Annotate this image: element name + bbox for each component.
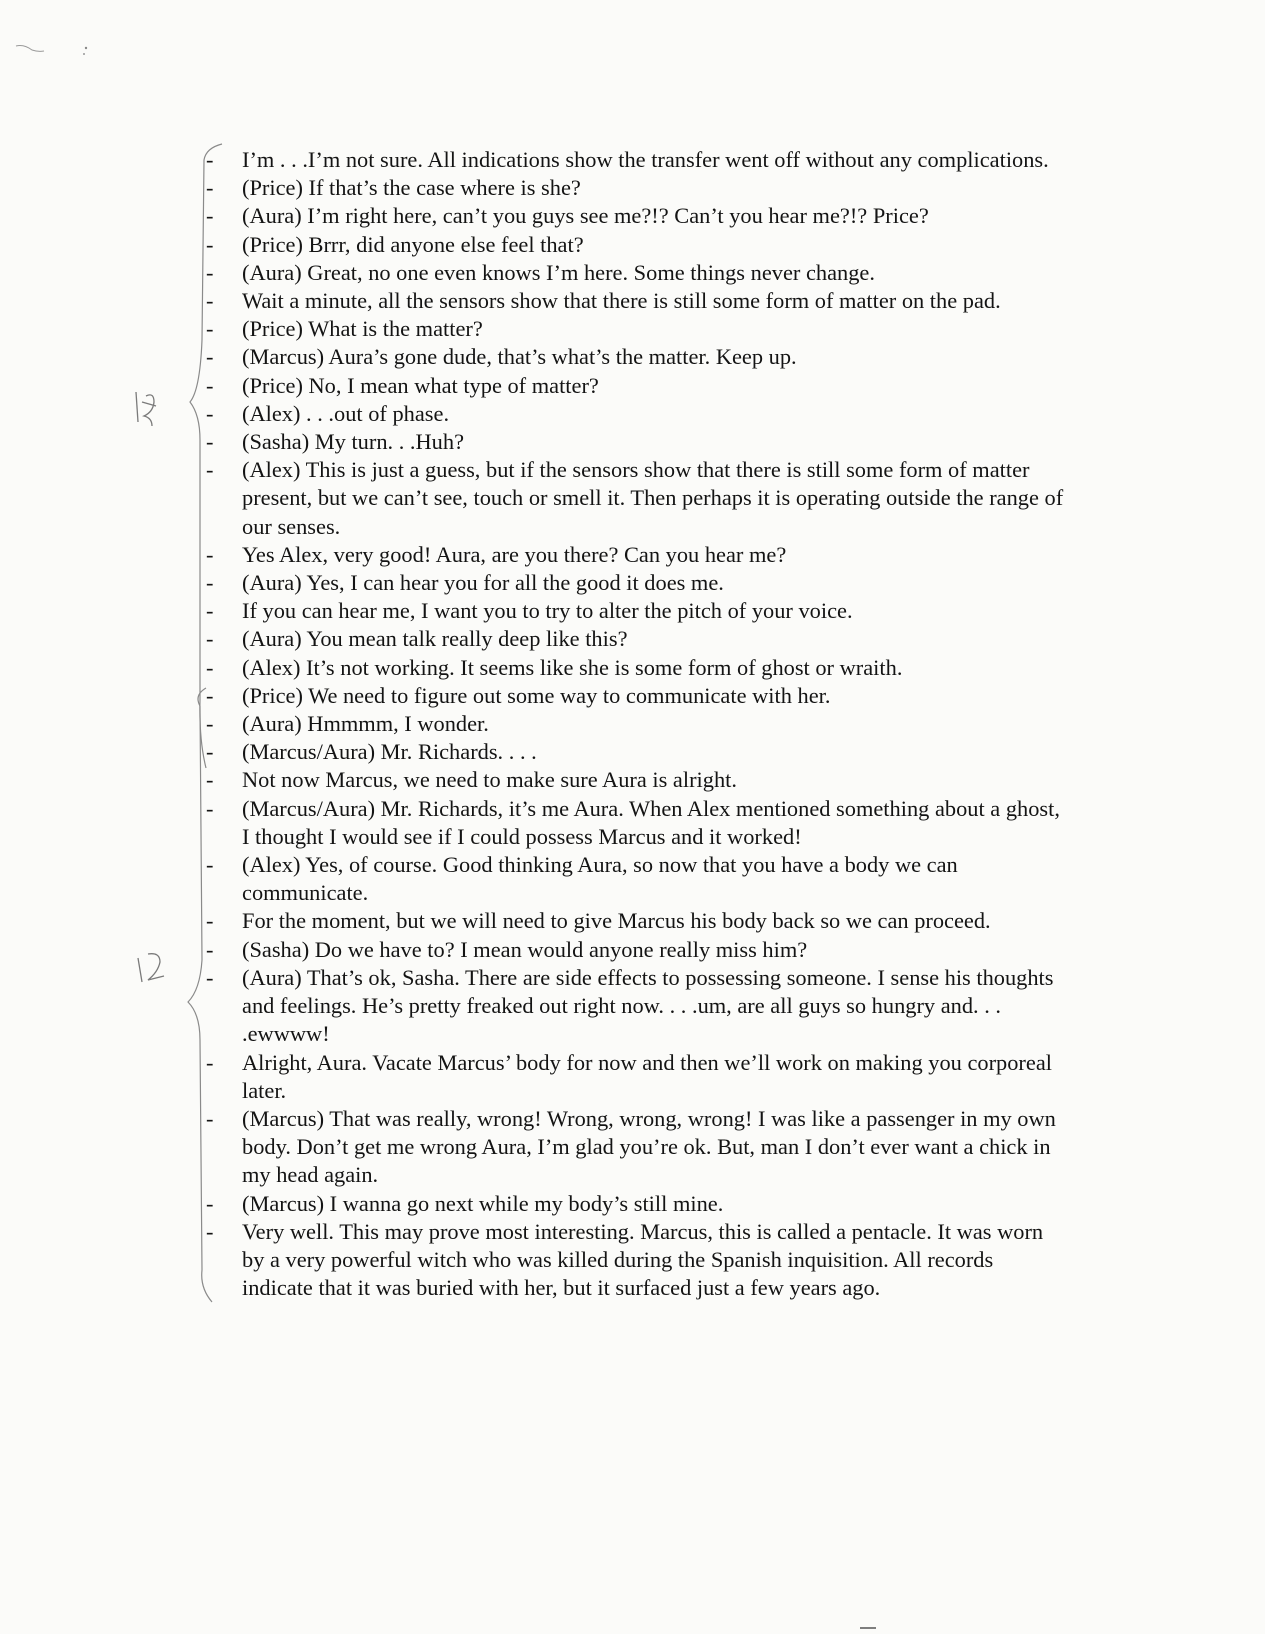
- line-dash: -: [206, 175, 214, 201]
- line-text: (Aura) Yes, I can hear you for all the good it does me.: [242, 570, 724, 596]
- dialogue-line: [206, 202, 1066, 230]
- dialogue-line: [206, 400, 1066, 428]
- line-text: (Marcus) That was really, wrong! Wrong, wrong, wrong! I was like a passenger in my own body. Don’t get me wrong Aura, I’m glad you’re ok. But, man I don’t ever want a chick in my head again.: [242, 1105, 1056, 1188]
- line-text: (Aura) That’s ok, Sasha. There are side effects to possessing someone. I sense his thoughts and feelings. He’s pretty freaked out right now. . . .um, are all guys so hungry and. . . .ewwww!: [242, 964, 1054, 1047]
- line-text: Yes Alex, very good! Aura, are you there? Can you hear me?: [242, 541, 787, 567]
- line-dash: -: [206, 711, 214, 737]
- line-dash: -: [206, 964, 214, 990]
- line-dash: -: [206, 654, 214, 680]
- line-text: Wait a minute, all the sensors show that there is still some form of matter on the pad.: [242, 288, 1001, 314]
- scan-speck-bottom: [858, 1626, 878, 1630]
- dialogue-line: [206, 964, 1066, 1049]
- line-text: (Price) If that’s the case where is she?: [242, 175, 581, 201]
- line-dash: -: [206, 344, 214, 370]
- line-text: Not now Marcus, we need to make sure Aura is alright.: [242, 767, 737, 793]
- dialogue-line: [206, 1105, 1066, 1190]
- line-dash: -: [206, 570, 214, 596]
- line-dash: -: [206, 259, 214, 285]
- dialogue-line: [206, 907, 1066, 935]
- dialogue-line: [206, 456, 1066, 541]
- line-dash: -: [206, 1105, 214, 1131]
- dialogue-line: [206, 766, 1066, 794]
- line-text: (Sasha) Do we have to? I mean would anyone really miss him?: [242, 936, 808, 962]
- dialogue-line: [206, 1190, 1066, 1218]
- line-dash: -: [206, 1218, 214, 1244]
- line-text: (Price) Brrr, did anyone else feel that?: [242, 231, 584, 257]
- line-dash: -: [206, 203, 214, 229]
- line-dash: -: [206, 1190, 214, 1216]
- dialogue-line: [206, 315, 1066, 343]
- line-text: (Marcus/Aura) Mr. Richards, it’s me Aura. When Alex mentioned something about a ghost, I thought I would see if I could possess Marcus and it worked!: [242, 795, 1060, 849]
- line-text: (Sasha) My turn. . .Huh?: [242, 429, 465, 455]
- line-dash: -: [206, 626, 214, 652]
- line-dash: -: [206, 429, 214, 455]
- line-text: If you can hear me, I want you to try to alter the pitch of your voice.: [242, 598, 853, 624]
- dialogue-line: [206, 231, 1066, 259]
- dialogue-line: [206, 174, 1066, 202]
- line-dash: -: [206, 147, 214, 172]
- line-dash: -: [206, 795, 214, 821]
- line-text: (Marcus) Aura’s gone dude, that’s what’s the matter. Keep up.: [242, 344, 797, 370]
- line-text: Alright, Aura. Vacate Marcus’ body for now and then we’ll work on making you corporeal later.: [242, 1049, 1052, 1103]
- line-text: (Aura) Great, no one even knows I’m here. Some things never change.: [242, 259, 875, 285]
- line-dash: -: [206, 682, 214, 708]
- line-dash: -: [206, 372, 214, 398]
- dialogue-line: [206, 428, 1066, 456]
- line-text: (Price) What is the matter?: [242, 316, 483, 342]
- dialogue-line: [206, 682, 1066, 710]
- dialogue-line: [206, 146, 1066, 174]
- dialogue-line: [206, 654, 1066, 682]
- line-dash: -: [206, 541, 214, 567]
- margin-handwritten-number-top: [136, 392, 156, 426]
- line-dash: -: [206, 767, 214, 793]
- line-dash: -: [206, 288, 214, 314]
- line-dash: -: [206, 936, 214, 962]
- line-text: I’m . . .I’m not sure. All indications show the transfer went off without any complications.: [242, 147, 1049, 172]
- script-dialogue-list: [206, 146, 1066, 1302]
- dialogue-line: [206, 372, 1066, 400]
- dialogue-line: [206, 625, 1066, 653]
- line-dash: -: [206, 400, 214, 426]
- dialogue-line: [206, 795, 1066, 851]
- dialogue-line: [206, 597, 1066, 625]
- dialogue-line: [206, 738, 1066, 766]
- line-dash: -: [206, 316, 214, 342]
- line-text: (Aura) Hmmmm, I wonder.: [242, 711, 489, 737]
- line-dash: -: [206, 852, 214, 878]
- line-text: (Alex) This is just a guess, but if the sensors show that there is still some form of matter present, but we can’t see, touch or smell it. Then perhaps it is operating outside the range of our senses.: [242, 457, 1064, 539]
- dialogue-line: [206, 259, 1066, 287]
- dialogue-line: [206, 287, 1066, 315]
- line-dash: -: [206, 739, 214, 765]
- dialogue-line: [206, 569, 1066, 597]
- scan-speck: [14, 40, 94, 60]
- line-text: (Aura) I’m right here, can’t you guys see me?!? Can’t you hear me?!? Price?: [242, 203, 929, 229]
- line-text: For the moment, but we will need to give Marcus his body back so we can proceed.: [242, 908, 991, 934]
- dialogue-line: [206, 1218, 1066, 1303]
- dialogue-line: [206, 710, 1066, 738]
- margin-handwritten-number-bottom: [138, 954, 164, 982]
- dialogue-line: [206, 541, 1066, 569]
- line-dash: -: [206, 908, 214, 934]
- dialogue-line: [206, 1049, 1066, 1105]
- line-text: (Price) No, I mean what type of matter?: [242, 372, 599, 398]
- line-dash: -: [206, 457, 214, 483]
- line-dash: -: [206, 598, 214, 624]
- dialogue-line: [206, 343, 1066, 371]
- line-text: (Aura) You mean talk really deep like this?: [242, 626, 628, 652]
- line-dash: -: [206, 231, 214, 257]
- line-dash: -: [206, 1049, 214, 1075]
- line-text: (Marcus) I wanna go next while my body’s still mine.: [242, 1190, 724, 1216]
- line-text: (Marcus/Aura) Mr. Richards. . . .: [242, 739, 537, 765]
- line-text: (Price) We need to figure out some way to communicate with her.: [242, 682, 831, 708]
- line-text: (Alex) . . .out of phase.: [242, 400, 450, 426]
- dialogue-line: [206, 851, 1066, 907]
- dialogue-line: [206, 936, 1066, 964]
- line-text: Very well. This may prove most interesting. Marcus, this is called a pentacle. It was worn by a very powerful witch who was killed during the Spanish inquisition. All records indicate that it was buried with her, but it surfaced just a few years ago.: [242, 1218, 1044, 1301]
- line-text: (Alex) It’s not working. It seems like she is some form of ghost or wraith.: [242, 654, 903, 680]
- line-text: (Alex) Yes, of course. Good thinking Aura, so now that you have a body we can communicate.: [242, 852, 958, 906]
